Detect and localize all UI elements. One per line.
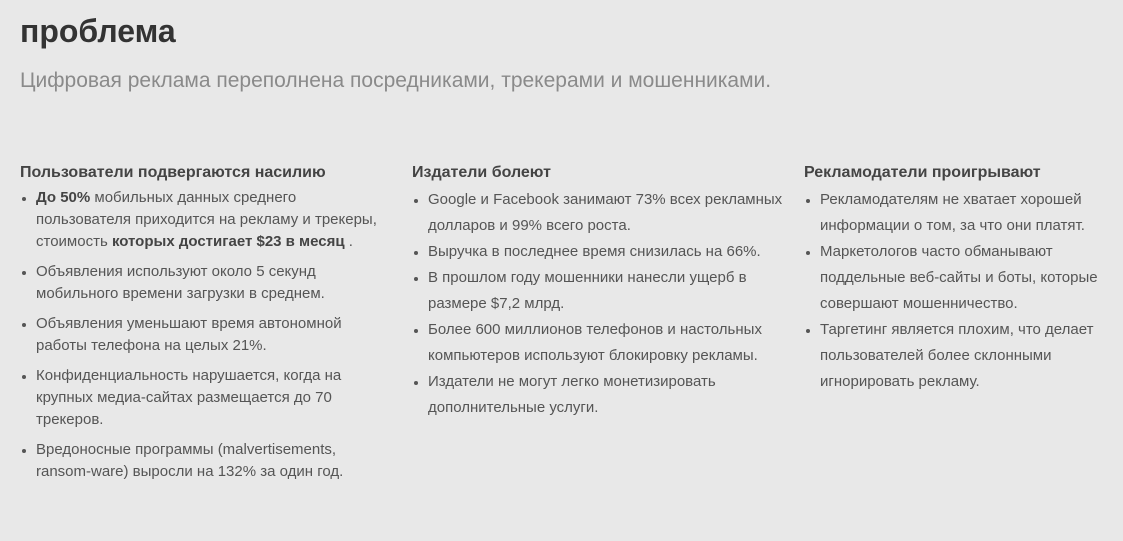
list-item: Объявления уменьшают время автономной работы телефона на целых 21%. bbox=[20, 313, 392, 357]
highlight-text: До 50% bbox=[36, 189, 91, 206]
list-item: Более 600 миллионов телефонов и настольных компьютеров используют блокировку рекламы. bbox=[412, 317, 784, 369]
item-text: . bbox=[344, 233, 353, 250]
list-item: Объявления используют около 5 секунд мобильного времени загрузки в среднем. bbox=[20, 261, 392, 305]
users-list bbox=[20, 187, 392, 483]
list-item: Google и Facebook занимают 73% всех рекламных долларов и 99% всего роста. bbox=[412, 187, 784, 239]
publishers-column bbox=[412, 162, 784, 421]
item-text: мобильных данных среднего пользователя приходится на рекламу и трекеры, стоимость bbox=[36, 189, 377, 250]
publishers-list bbox=[412, 187, 784, 421]
advertisers-heading: Рекламодатели проигрывают bbox=[804, 164, 1041, 181]
list-item bbox=[20, 187, 392, 253]
list-item: Таргетинг является плохим, что делает пользователей более склонными игнорировать рекламу. bbox=[804, 317, 1119, 395]
advertisers-list bbox=[804, 187, 1119, 395]
list-item: Вредоносные программы (malvertisements, ransom-ware) выросли на 132% за один год. bbox=[20, 439, 392, 483]
highlight-text: которых достигает $23 в месяц bbox=[111, 233, 345, 250]
advertisers-column bbox=[804, 162, 1119, 395]
users-heading: Пользователи подвергаются насилию bbox=[20, 164, 326, 181]
list-item: Маркетологов часто обманывают поддельные веб-сайты и боты, которые совершают мошенничество. bbox=[804, 239, 1119, 317]
page-title: проблема bbox=[20, 13, 176, 49]
page-subtitle: Цифровая реклама переполнена посредниками, трекерами и мошенниками. bbox=[20, 69, 772, 92]
list-item: Издатели не могут легко монетизировать дополнительные услуги. bbox=[412, 369, 784, 421]
users-column bbox=[20, 162, 392, 491]
list-item: Выручка в последнее время снизилась на 66%. bbox=[412, 239, 784, 265]
list-item: Рекламодателям не хватает хорошей информации о том, за что они платят. bbox=[804, 187, 1119, 239]
list-item: В прошлом году мошенники нанесли ущерб в размере $7,2 млрд. bbox=[412, 265, 784, 317]
publishers-heading: Издатели болеют bbox=[412, 164, 551, 181]
list-item: Конфиденциальность нарушается, когда на крупных медиа-сайтах размещается до 70 трекеров. bbox=[20, 365, 392, 431]
